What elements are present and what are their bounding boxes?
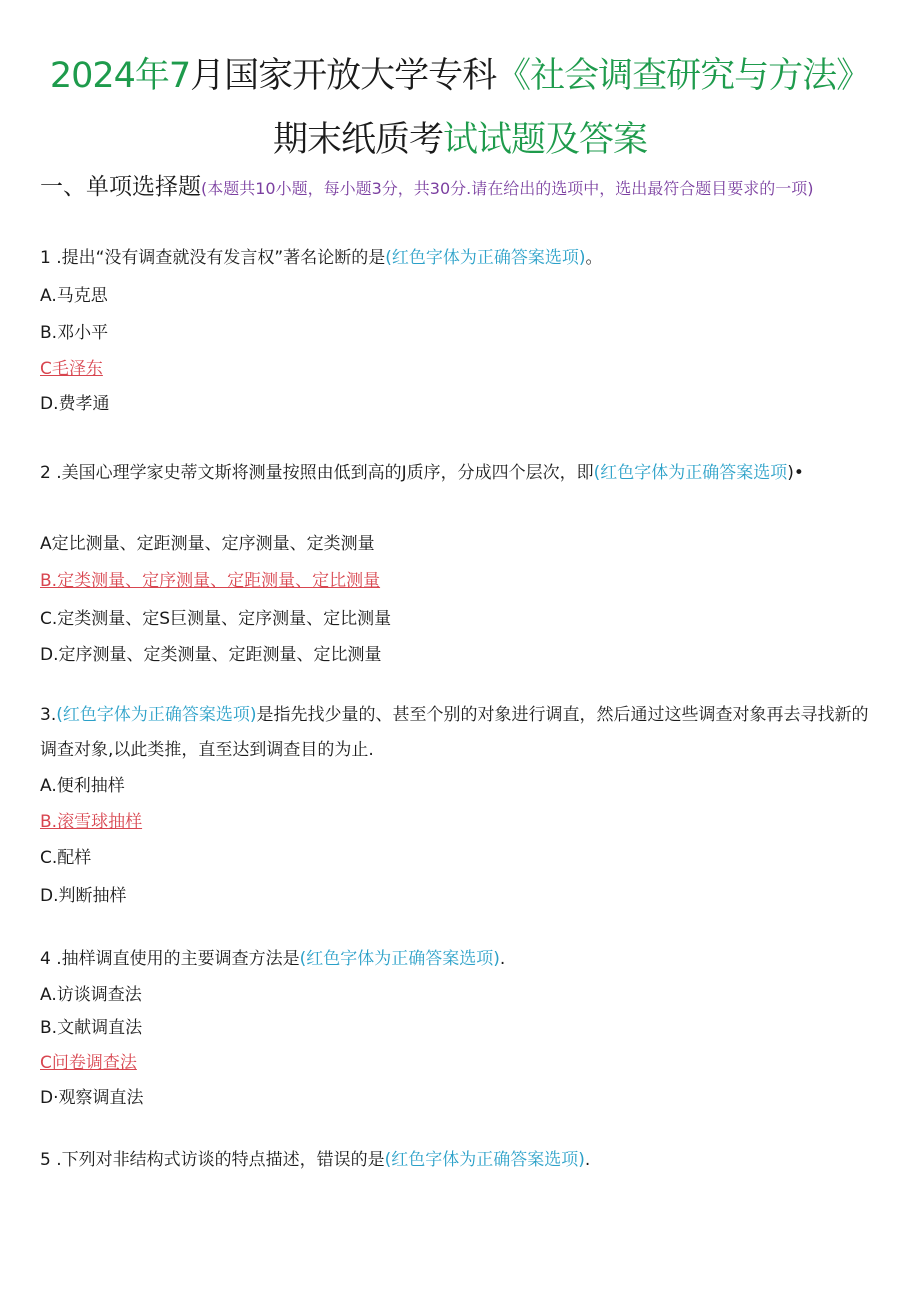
title-course-part: 《社会调查研究与方法》 [496,56,871,96]
q1-option-c-correct: C毛泽东 [40,359,103,379]
question-stem: 4 .抽样调直使用的主要调查方法是 [40,949,300,969]
section-note: (本题共10小题，每小题3分，共30分.请在给出的选项中，选出最符合题目要求的一项) [201,179,814,198]
question-4 [40,942,885,977]
section-title: 一、单项选择题 [40,174,201,200]
title-line-1 [0,48,920,98]
q4-option-a: A.访谈调查法 [40,985,142,1005]
title-paper-part: 期末纸质考 [272,120,443,160]
title-exam-part: 月国家开放大学专科 [190,56,497,96]
question-stem-end: 是指先找少量的、甚至个别的对象进行调直，然后通过这些调查对象再去寻找新的调查对象,以此类推，直至达到调查目的为止. [40,705,869,760]
title-year-part: 2024年7 [49,56,191,96]
question-stem-end: )• [787,463,804,483]
q2-option-c: C.定类测量、定S巨测量、定序测量、定比测量 [40,609,392,629]
answer-hint: (红色字体为正确答案选项) [299,949,500,969]
question-3 [40,698,885,768]
answer-hint: (红色字体为正确答案选项) [384,1150,585,1170]
q4-option-c-correct: C问卷调查法 [40,1053,137,1073]
question-stem-end: 。 [585,248,603,268]
answer-hint: (红色字体为正确答案选项) [56,705,257,725]
q1-option-a: A.马克思 [40,286,108,306]
q4-option-b: B.文献调直法 [40,1018,143,1038]
question-stem: 5 .下列对非结构式访谈的特点描述，错误的是 [40,1150,385,1170]
question-1 [40,241,885,276]
q2-option-b-correct: B.定类测量、定序测量、定距测量、定比测量 [40,571,381,591]
question-stem: 3. [40,705,57,725]
question-2 [40,456,885,491]
q4-option-d: D·观察调直法 [40,1088,144,1108]
q1-option-b: B.邓小平 [40,323,109,343]
question-5 [40,1143,885,1178]
question-stem-end: . [584,1150,591,1170]
q1-option-d: D.费孝通 [40,394,110,414]
title-answers-part: 试试题及答案 [443,120,648,160]
question-stem: 2 .美国心理学家史蒂文斯将测量按照由低到高的J质序，分成四个层次，即 [40,463,594,483]
question-stem: 1 .提出“没有调查就没有发言权”著名论断的是 [40,248,386,268]
title-line-2 [0,112,920,162]
q2-option-d: D.定序测量、定类测量、定距测量、定比测量 [40,645,382,665]
answer-hint: (红色字体为正确答案选项 [593,463,788,483]
answer-hint: (红色字体为正确答案选项) [385,248,586,268]
section-heading [40,170,885,206]
q3-option-b-correct: B.滚雪球抽样 [40,812,143,832]
question-stem-end: . [499,949,506,969]
q2-option-a: A定比测量、定距测量、定序测量、定类测量 [40,534,375,554]
q3-option-a: A.便利抽样 [40,776,125,796]
q3-option-d: D.判断抽样 [40,886,127,906]
q3-option-c: C.配样 [40,848,92,868]
